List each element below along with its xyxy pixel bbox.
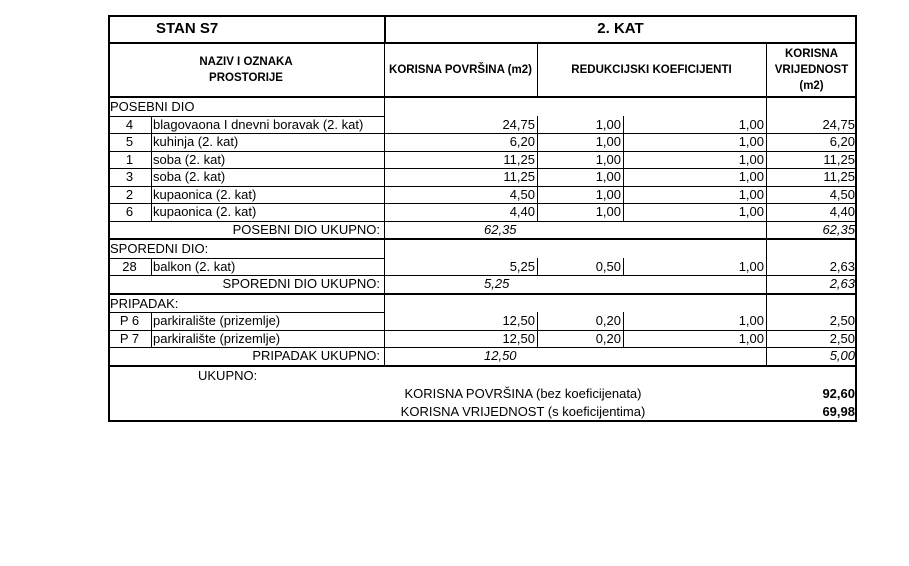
column-line — [623, 151, 624, 169]
room-coef-1: 1,00 — [595, 169, 621, 184]
total-value-label: KORISNA VRIJEDNOST (s koeficijentima) — [400, 403, 646, 419]
total-area-label: KORISNA POVRŠINA (bez koeficijenata) — [404, 385, 642, 401]
room-coef-2: 1,00 — [738, 186, 764, 202]
room-number: 2 — [125, 186, 134, 202]
subtotal-value: 2,63 — [829, 276, 855, 291]
room-number: 3 — [125, 169, 134, 184]
room-area: 12,50 — [502, 313, 535, 328]
column-line — [537, 151, 538, 169]
column-line — [384, 240, 385, 258]
column-line — [766, 168, 767, 186]
subtotal-label: PRIPADAK UKUPNO: — [252, 348, 380, 363]
room-coef-2: 1,00 — [738, 330, 764, 346]
room-value: 24,75 — [822, 116, 855, 132]
column-line — [151, 168, 152, 186]
header-name: NAZIV I OZNAKA PROSTORIJE — [199, 56, 293, 84]
border-bottom — [108, 420, 857, 422]
column-line — [766, 295, 767, 313]
subtotal-value: 62,35 — [822, 221, 855, 237]
header-area: KORISNA POVRŠINA (m2) — [389, 64, 532, 76]
column-line — [537, 258, 538, 276]
room-value: 2,50 — [829, 313, 855, 328]
room-area: 11,25 — [503, 169, 535, 184]
border-right — [855, 15, 857, 422]
border-left — [108, 15, 110, 422]
column-line — [384, 312, 385, 330]
room-value: 11,25 — [823, 169, 855, 184]
border-top — [108, 15, 857, 17]
subtotal-area: 12,50 — [484, 348, 517, 363]
column-line — [766, 116, 767, 134]
room-area: 6,20 — [509, 134, 535, 149]
room-coef-1: 1,00 — [595, 151, 621, 167]
room-name: soba (2. kat) — [153, 151, 226, 167]
room-area: 5,25 — [509, 258, 535, 274]
room-coef-1: 1,00 — [595, 186, 621, 202]
column-line — [384, 258, 385, 276]
subtotal-area: 62,35 — [484, 221, 517, 237]
room-coef-1: 0,20 — [595, 330, 621, 346]
total-area-value: 92,60 — [822, 385, 855, 401]
column-line — [151, 186, 152, 204]
column-line — [384, 347, 385, 365]
room-area: 4,50 — [509, 186, 535, 202]
column-line — [537, 168, 538, 186]
total-title: UKUPNO: — [198, 367, 258, 383]
total-value-value: 69,98 — [822, 403, 855, 419]
room-coef-1: 0,50 — [595, 258, 621, 274]
column-line — [766, 44, 767, 96]
room-coef-2: 1,00 — [738, 169, 764, 184]
column-line — [623, 186, 624, 204]
column-line — [623, 330, 624, 348]
room-name: parkiralište (prizemlje) — [153, 313, 281, 328]
section-title: PRIPADAK: — [110, 295, 179, 311]
room-coef-2: 1,00 — [738, 313, 764, 328]
column-line — [623, 312, 624, 330]
room-name: soba (2. kat) — [153, 169, 226, 184]
column-line — [537, 203, 538, 221]
room-coef-1: 1,00 — [595, 116, 621, 132]
section-title: SPOREDNI DIO: — [110, 241, 209, 256]
room-area: 12,50 — [502, 330, 535, 346]
column-line — [384, 133, 385, 151]
header-value: KORISNA VRIJEDNOST (m2) — [774, 48, 849, 92]
room-number: P 6 — [119, 313, 140, 328]
room-value: 4,40 — [829, 204, 855, 219]
room-coef-1: 1,00 — [595, 134, 621, 149]
column-line — [766, 258, 767, 276]
subtotal-value: 5,00 — [829, 348, 855, 363]
room-coef-1: 1,00 — [595, 204, 621, 219]
column-line — [537, 186, 538, 204]
room-name: kuhinja (2. kat) — [153, 134, 239, 149]
title-column-line — [384, 15, 386, 42]
column-line — [766, 240, 767, 258]
column-line — [623, 203, 624, 221]
column-line — [151, 203, 152, 221]
header-coef: REDUKCIJSKI KOEFICIJENTI — [571, 64, 732, 76]
room-value: 6,20 — [829, 134, 855, 149]
room-coef-2: 1,00 — [738, 116, 764, 132]
column-line — [151, 116, 152, 134]
column-line — [384, 98, 385, 116]
title-right: 2. KAT — [597, 20, 644, 37]
room-value: 2,50 — [829, 330, 855, 346]
room-number: 28 — [122, 258, 137, 274]
column-line — [151, 133, 152, 151]
column-line — [623, 116, 624, 134]
column-line — [537, 116, 538, 134]
column-line — [766, 330, 767, 348]
column-line — [766, 347, 767, 365]
column-line — [537, 133, 538, 151]
column-line — [766, 151, 767, 169]
room-coef-2: 1,00 — [738, 151, 764, 167]
apartment-area-table — [108, 15, 857, 422]
room-name: parkiralište (prizemlje) — [153, 330, 281, 346]
room-area: 24,75 — [502, 116, 535, 132]
room-value: 11,25 — [823, 151, 855, 167]
column-line — [766, 98, 767, 116]
column-line — [766, 186, 767, 204]
column-line — [766, 312, 767, 330]
section-title: POSEBNI DIO — [110, 99, 195, 114]
room-coef-2: 1,00 — [738, 134, 764, 149]
room-name: kupaonica (2. kat) — [153, 186, 257, 202]
room-value: 2,63 — [829, 258, 855, 274]
column-line — [766, 203, 767, 221]
column-line — [151, 151, 152, 169]
column-line — [384, 221, 385, 239]
column-line — [623, 258, 624, 276]
room-number: P 7 — [119, 330, 140, 346]
room-number: 5 — [125, 134, 134, 149]
room-number: 4 — [125, 116, 134, 132]
column-line — [766, 221, 767, 239]
column-line — [151, 312, 152, 330]
subtotal-area: 5,25 — [484, 276, 510, 291]
column-line — [384, 275, 385, 293]
column-line — [384, 203, 385, 221]
room-name: blagovaona I dnevni boravak (2. kat) — [153, 116, 364, 132]
column-line — [384, 295, 385, 313]
column-line — [384, 330, 385, 348]
title-left: STAN S7 — [156, 20, 219, 37]
room-value: 4,50 — [829, 186, 855, 202]
column-line — [537, 44, 538, 96]
subtotal-label: POSEBNI DIO UKUPNO: — [232, 221, 380, 237]
room-name: kupaonica (2. kat) — [153, 204, 257, 219]
column-line — [766, 275, 767, 293]
column-line — [384, 151, 385, 169]
column-line — [384, 186, 385, 204]
room-area: 4,40 — [509, 204, 535, 219]
room-coef-1: 0,20 — [595, 313, 621, 328]
column-line — [623, 168, 624, 186]
column-line — [766, 133, 767, 151]
room-name: balkon (2. kat) — [153, 258, 236, 274]
column-line — [384, 44, 385, 96]
column-line — [384, 116, 385, 134]
room-area: 11,25 — [503, 151, 535, 167]
room-coef-2: 1,00 — [738, 258, 764, 274]
column-line — [151, 330, 152, 348]
column-line — [537, 330, 538, 348]
column-line — [151, 258, 152, 276]
column-line — [623, 133, 624, 151]
column-line — [384, 168, 385, 186]
room-coef-2: 1,00 — [738, 204, 764, 219]
room-number: 1 — [125, 151, 134, 167]
subtotal-label: SPOREDNI DIO UKUPNO: — [222, 276, 380, 291]
room-number: 6 — [125, 204, 134, 219]
column-line — [537, 312, 538, 330]
